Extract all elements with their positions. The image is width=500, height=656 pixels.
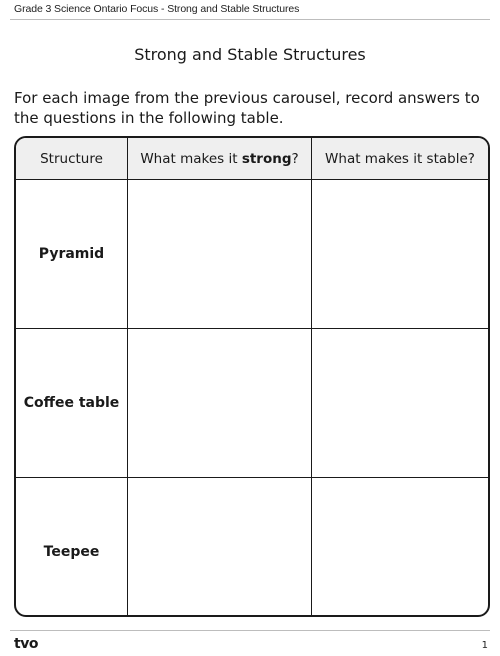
table-row bbox=[16, 478, 488, 618]
page-number: 1 bbox=[481, 640, 488, 651]
column-header-strong bbox=[128, 138, 312, 180]
stable-answer-cell[interactable] bbox=[312, 329, 489, 478]
footer-divider bbox=[10, 630, 490, 631]
page-title: Strong and Stable Structures bbox=[134, 45, 366, 64]
strong-answer-cell[interactable] bbox=[128, 329, 312, 478]
stable-answer-cell[interactable] bbox=[312, 478, 489, 618]
column-header-strong-prefix: What makes it bbox=[140, 150, 242, 167]
column-header-stable: What makes it stable? bbox=[312, 138, 489, 180]
stable-answer-cell[interactable] bbox=[312, 180, 489, 329]
instructions-text: For each image from the previous carousel, record answers to the questions in the following table. bbox=[14, 89, 480, 127]
column-header-strong-bold: strong bbox=[241, 150, 292, 167]
strong-answer-cell[interactable] bbox=[128, 478, 312, 618]
document-header: Grade 3 Science Ontario Focus - Strong and Stable Structures bbox=[14, 3, 300, 15]
structure-cell: Coffee table bbox=[16, 329, 128, 478]
tvo-logo: tvo bbox=[14, 636, 38, 652]
structure-cell: Teepee bbox=[16, 478, 128, 618]
table-row bbox=[16, 180, 488, 329]
answers-table bbox=[14, 136, 490, 617]
column-header-structure: Structure bbox=[16, 138, 128, 180]
table-header-row bbox=[16, 138, 488, 180]
table-row bbox=[16, 329, 488, 478]
header-divider bbox=[10, 19, 490, 20]
structure-cell: Pyramid bbox=[16, 180, 128, 329]
column-header-strong-suffix: ? bbox=[291, 150, 299, 167]
strong-answer-cell[interactable] bbox=[128, 180, 312, 329]
